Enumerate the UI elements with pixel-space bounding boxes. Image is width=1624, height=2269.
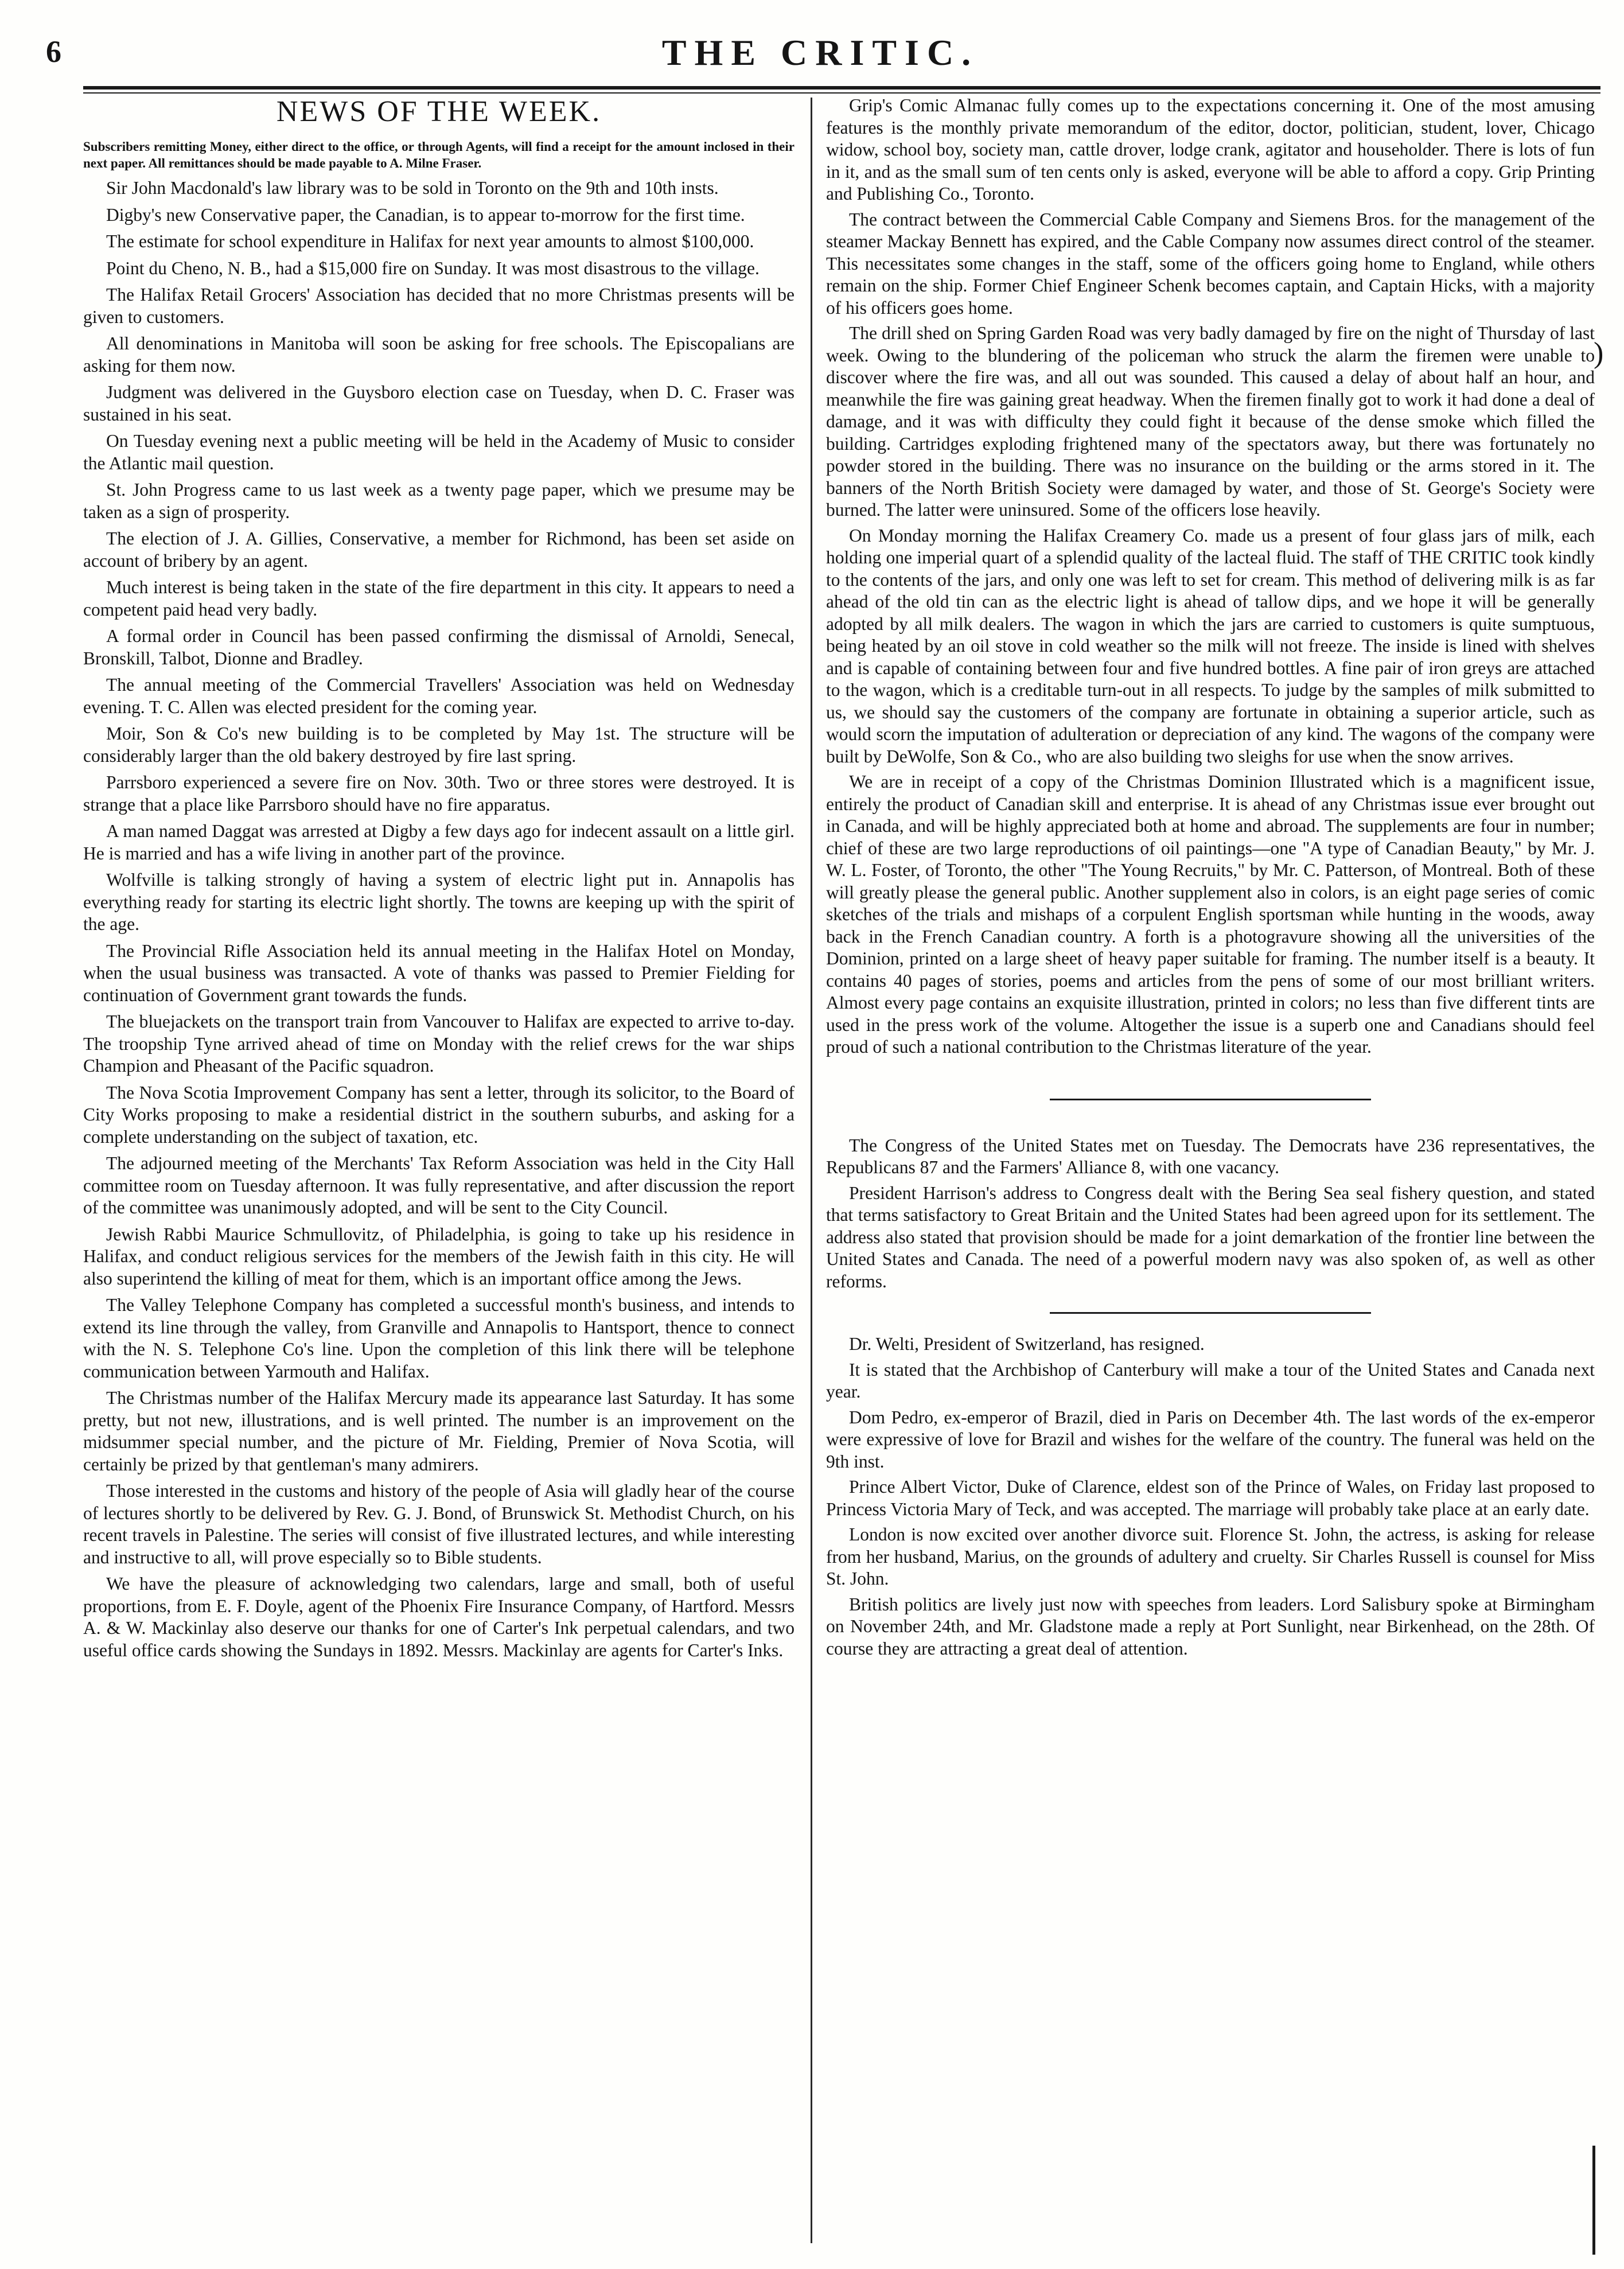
news-item: Prince Albert Victor, Duke of Clarence, eldest son of the Prince of Wales, on Friday last proposed to Princess Victoria Mary of Teck, and was accepted. The marriage will probably take place at an early date. (826, 1477, 1595, 1519)
news-item: The annual meeting of the Commercial Travellers' Association was held on Wednesday evening. T. C. Allen was elected president for the coming year. (83, 675, 795, 717)
news-item: Those interested in the customs and history of the people of Asia will gladly hear of the course of lectures shortly to be delivered by Rev. G. J. Bond, of Brunswick St. Methodist Church, on his recent travels in Palestine. The series will consist of five illustrated lectures, and while interesting and instructive to all, will prove especially so to Bible students. (83, 1481, 795, 1567)
news-item: A man named Daggat was arrested at Digby a few days ago for indecent assault on a little girl. He is married and has a wife living in another part of the province. (83, 821, 795, 863)
right-column (826, 95, 1595, 2252)
news-item: The Nova Scotia Improvement Company has sent a letter, through its solicitor, to the Board of City Works proposing to make a residential district in the southern suburbs, and asking for a complete understanding on the subject of taxation, etc. (83, 1082, 795, 1147)
section-separator (1050, 1312, 1371, 1314)
news-item: The Christmas number of the Halifax Mercury made its appearance last Saturday. It has some pretty, but not new, illustrations, and is well printed. The number is an improvement on the midsummer special number, and the picture of Mr. Fielding, Premier of Nova Scotia, will certainly be prized by that gentleman's many admirers. (83, 1388, 795, 1474)
section-title: NEWS OF THE WEEK. (276, 95, 602, 128)
news-item: The Halifax Retail Grocers' Association has decided that no more Christmas presents will be given to customers. (83, 285, 795, 327)
news-item: Moir, Son & Co's new building is to be completed by May 1st. The structure will be considerably larger than the old bakery destroyed by fire last spring. (83, 723, 795, 766)
news-item: British politics are lively just now with speeches from leaders. Lord Salisbury spoke at Birmingham on November 24th, and Mr. Gladstone made a reply at Port Sunlight, near Birkenhead, on the 28th. Of course they are attracting a great deal of attention. (826, 1594, 1595, 1659)
news-item: The drill shed on Spring Garden Road was very badly damaged by fire on the night of Thursday of last week. Owing to the blundering of the policeman who struck the alarm the firemen were unable to discover where the fire was, and all out was sounded. This caused a delay of about half an hour, and meanwhile the fire was gaining great headway. When the firemen finally got to work it had done a deal of damage, and it was with difficulty they could fight it because of the dense smoke which filled the building. Cartridges exploding frightened many of the spectators away, but there was fortunately no powder stored in the building. There was no insurance on the building or the arms stored in it. The banners of the North British Society were damaged by water, and those of St. George's Society were burned. The latter were uninsured. Some of the officers lose heavily. (826, 323, 1595, 520)
news-item: Dom Pedro, ex-emperor of Brazil, died in Paris on December 4th. The last words of the ex-emperor were expressive of love for Brazil and wishes for the welfare of the country. The funeral was held on the 9th inst. (826, 1407, 1595, 1472)
journal-title: THE CRITIC. (661, 32, 979, 73)
news-item: On Monday morning the Halifax Creamery Co. made us a present of four glass jars of milk, each holding one imperial quart of a splendid quality of the lacteal fluid. The staff of THE CRITIC took kindly to the contents of the jars, and only one was left to set for cream. This method of delivering milk is as far ahead of the old tin can as the electric light is ahead of tallow dips, and we hope it will be generally adopted by all milk dealers. The wagon in which the jars are carried to customers is quite sumptuous, being heated by an oil stove in cold weather so the milk will not freeze. The inside is lined with shelves and is capable of containing between four and five hundred bottles. A fine pair of iron greys are attached to the wagon, which is a creditable turn-out in all respects. To judge by the samples of milk submitted to us, we should say the customers of the company are fortunate in obtaining a superior article, such as would scorn the imputation of adulteration or depreciation of any kind. The wagons of the company were built by DeWolfe, Son & Co., who are also building two sleighs for use when the snow arrives. (826, 525, 1595, 766)
column-divider (811, 98, 812, 2243)
header-rule-thick (83, 86, 1600, 89)
news-item: We are in receipt of a copy of the Christmas Dominion Illustrated which is a magnificent issue, entirely the product of Canadian skill and enterprise. It is ahead of any Christmas issue ever brought out in Canada, and will be highly appreciated both at home and abroad. The supplements are four in number; chief of these are two large reproductions of oil paintings—one "A type of Canadian Beauty," by Mr. J. W. L. Foster, of Toronto, the other "The Young Recruits," by Mr. C. Patterson, of Montreal. Both of these will greatly please the general public. Another supplement also in colors, is an eight page series of comic sketches of the trials and mishaps of a corpulent English sportsman while hunting in the woods, away back in the French Canadian country. A forth is a photogravure showing all the universities of the Dominion, printed on a large sheet of heavy paper suitable for framing. The number itself is a beauty. It contains 40 pages of stories, poems and articles from the pens of some of our most brilliant writers. Almost every page contains an exquisite illustration, printed in colors; no less than five different tints are used in the press work of the volume. Altogether the issue is a superb one and Canadians should feel proud of such a national contribution to the Christmas literature of the year. (826, 772, 1595, 1057)
news-item: All denominations in Manitoba will soon be asking for free schools. The Episcopalians are asking for them now. (83, 333, 795, 376)
news-item: A formal order in Council has been passed confirming the dismissal of Arnoldi, Senecal, Bronskill, Talbot, Dionne and Bradley. (83, 626, 795, 668)
margin-bracket-mark: ) (1594, 337, 1604, 369)
news-item: Judgment was delivered in the Guysboro election case on Tuesday, when D. C. Fraser was sustained in his seat. (83, 382, 795, 425)
news-item: Parrsboro experienced a severe fire on Nov. 30th. Two or three stores were destroyed. It is strange that a place like Parrsboro should have no fire apparatus. (83, 772, 795, 815)
news-item: The Provincial Rifle Association held its annual meeting in the Halifax Hotel on Monday, when the usual business was transacted. A vote of thanks was passed to Premier Fielding for continuation of Government grant towards the funds. (83, 940, 795, 1005)
news-item: Wolfville is talking strongly of having a system of electric light put in. Annapolis has everything ready for starting its electric light shortly. The towns are keeping up with the spirit of the age. (83, 870, 795, 934)
news-item: The adjourned meeting of the Merchants' Tax Reform Association was held in the City Hall committee room on Tuesday afternoon. It was fully representative, and after discussion the report of the committee was unanimously adopted, and will be sent to the City Council. (83, 1153, 795, 1217)
subscriber-notice: Subscribers remitting Money, either direct to the office, or through Agents, will find a receipt for the amount inclosed in their next paper. All remittances should be made payable to A. Milne Fraser. (83, 139, 795, 170)
news-item: The Valley Telephone Company has completed a successful month's business, and intends to extend its line through the valley, from Granville and Annapolis to Hantsport, thence to connect with the N. S. Telephone Co's line. Upon the completion of this link there will be telephone communication between Yarmouth and Halifax. (83, 1295, 795, 1381)
news-item: Point du Cheno, N. B., had a $15,000 fire on Sunday. It was most disastrous to the village. (106, 258, 760, 278)
news-item: Digby's new Conservative paper, the Canadian, is to appear to-morrow for the first time. (106, 204, 745, 225)
news-item: The estimate for school expenditure in Halifax for next year amounts to almost $100,000. (106, 231, 754, 251)
news-item: Jewish Rabbi Maurice Schmullovitz, of Philadelphia, is going to take up his residence in Halifax, and conduct religious services for the members of the Jewish faith in this city. He will also superintend the killing of meat for them, which is an important office among the Jews. (83, 1224, 795, 1289)
news-item: Sir John Macdonald's law library was to be sold in Toronto on the 9th and 10th insts. (106, 178, 719, 198)
news-item: Grip's Comic Almanac fully comes up to the expectations concerning it. One of the most amusing features is the monthly private memorandum of the editor, doctor, politician, student, lover, Chicago widow, school boy, society man, cattle drover, lodge crank, agitator and householder. There is lots of fun in it, and as the small sum of ten cents only is asked, everyone will be able to afford a copy. Grip Printing and Publishing Co., Toronto. (826, 95, 1595, 204)
news-item: The contract between the Commercial Cable Company and Siemens Bros. for the management of the steamer Mackay Bennett has expired, and the Cable Company now assumes direct control of the steamer. This necessitates some changes in the staff, some of the officers going home to England, while others remain on the ship. Former Chief Engineer Schenk becomes captain, and Captain Hicks, with a majority of his officers goes home. (826, 209, 1595, 318)
news-item: The Congress of the United States met on Tuesday. The Democrats have 236 representatives, the Republicans 87 and the Farmers' Alliance 8, with one vacancy. (826, 1135, 1595, 1177)
left-column (83, 95, 795, 2252)
news-item: Much interest is being taken in the state of the fire department in this city. It appears to need a competent paid head very badly. (83, 577, 795, 620)
section-separator (1050, 1099, 1371, 1100)
news-item: London is now excited over another divorce suit. Florence St. John, the actress, is asking for release from her husband, Marius, on the grounds of adultery and cruelty. Sir Charles Russell is counsel for Miss St. John. (826, 1524, 1595, 1589)
news-item: We have the pleasure of acknowledging two calendars, large and small, both of useful proportions, from E. F. Doyle, agent of the Phoenix Fire Insurance Company, of Hartford. Messrs A. & W. Mackinlay also deserve our thanks for one of Carter's Ink perpetual calendars, and two useful office cards showing the Sundays in 1892. Messrs. Mackinlay are agents for Carter's Inks. (83, 1574, 795, 1660)
page-header (46, 32, 1595, 86)
news-item: On Tuesday evening next a public meeting will be held in the Academy of Music to consider the Atlantic mail question. (83, 431, 795, 473)
news-item: It is stated that the Archbishop of Canterbury will make a tour of the United States and Canada next year. (826, 1359, 1595, 1402)
news-item: President Harrison's address to Congress dealt with the Bering Sea seal fishery question, and stated that terms satisfactory to Great Britain and the United States had been agreed upon for its settlement. The address also stated that provision should be made for a joint demarkation of the frontier line between the United States and Canada. The need of a powerful modern navy was also spoken of, as well as other reforms. (826, 1182, 1595, 1291)
page-number: 6 (46, 34, 61, 69)
news-item: The election of J. A. Gillies, Conservative, a member for Richmond, has been set aside on account of bribery by an agent. (83, 528, 795, 571)
news-item: Dr. Welti, President of Switzerland, has resigned. (849, 1334, 1205, 1354)
news-item: The bluejackets on the transport train from Vancouver to Halifax are expected to arrive to-day. The troopship Tyne arrived ahead of time on Monday with the relief crews for the war ships Champion and Pheasant of the Pacific squadron. (83, 1011, 795, 1076)
news-item: St. John Progress came to us last week as a twenty page paper, which we presume may be taken as a sign of prosperity. (83, 480, 795, 522)
header-rule-thin (83, 92, 1600, 94)
margin-vertical-bar (1592, 2146, 1595, 2255)
